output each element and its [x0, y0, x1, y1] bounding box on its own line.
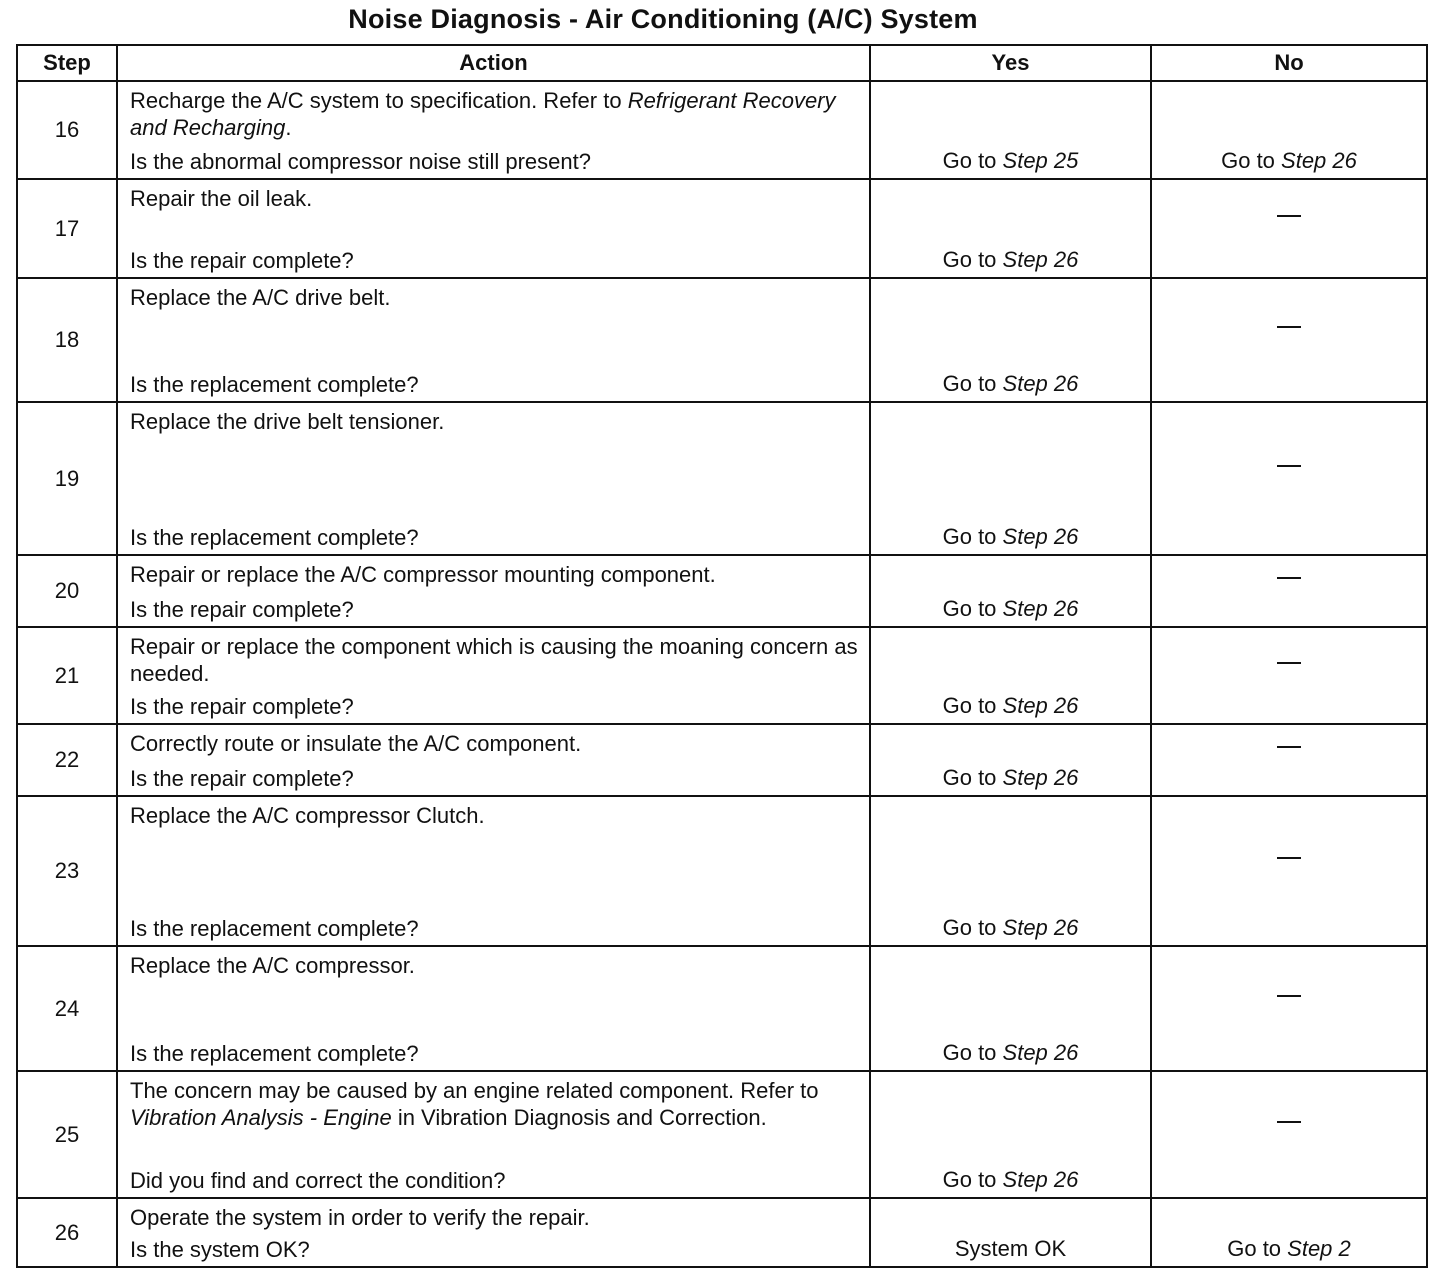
action-cell [117, 946, 870, 1071]
table-row [17, 179, 1427, 278]
table-header-row [17, 45, 1427, 81]
document-title: Noise Diagnosis - Air Conditioning (A/C) System [348, 4, 978, 34]
action-question: Is the repair complete? [130, 597, 354, 622]
table-body [17, 81, 1427, 1267]
header-step: Step [17, 45, 117, 81]
action-cell [117, 402, 870, 555]
no-result [1151, 1071, 1427, 1198]
action-question: Is the system OK? [130, 1237, 310, 1262]
no-result: Go to Step 26 [1151, 81, 1427, 179]
action-question: Did you find and correct the condition? [130, 1168, 506, 1193]
action-instruction: The concern may be caused by an engine related component. Refer to Vibration Analysis - Engine in Vibration Diagnosis and Correction. [130, 1078, 819, 1130]
action-instruction: Repair the oil leak. [130, 186, 313, 211]
action-question: Is the replacement complete? [130, 916, 419, 941]
dash-mark [1277, 995, 1301, 997]
yes-result: Go to Step 26 [870, 555, 1151, 627]
step-number: 26 [17, 1198, 117, 1267]
action-cell [117, 1071, 870, 1198]
dash-mark [1277, 326, 1301, 328]
step-number: 19 [17, 402, 117, 555]
dash-mark [1277, 857, 1301, 859]
no-result [1151, 796, 1427, 946]
action-instruction: Repair or replace the A/C compressor mounting component. [130, 562, 716, 587]
diagnosis-table [16, 44, 1428, 1268]
action-instruction: Recharge the A/C system to specification. Refer to Refrigerant Recovery and Recharging. [130, 88, 836, 140]
table-row [17, 278, 1427, 402]
dash-mark [1277, 577, 1301, 579]
table-row [17, 1071, 1427, 1198]
action-question: Is the replacement complete? [130, 1041, 419, 1066]
action-instruction: Replace the A/C compressor Clutch. [130, 803, 485, 828]
action-cell [117, 627, 870, 724]
action-instruction: Operate the system in order to verify the repair. [130, 1205, 590, 1230]
action-cell [117, 796, 870, 946]
header-action: Action [117, 45, 870, 81]
dash-mark [1277, 215, 1301, 217]
action-cell [117, 724, 870, 796]
step-number: 23 [17, 796, 117, 946]
table-row [17, 796, 1427, 946]
yes-result: Go to Step 26 [870, 627, 1151, 724]
step-number: 20 [17, 555, 117, 627]
table-row [17, 724, 1427, 796]
action-instruction: Replace the A/C drive belt. [130, 285, 391, 310]
step-number: 17 [17, 179, 117, 278]
yes-result: Go to Step 26 [870, 1071, 1151, 1198]
no-result [1151, 555, 1427, 627]
no-result [1151, 627, 1427, 724]
no-result [1151, 179, 1427, 278]
action-cell [117, 179, 870, 278]
dash-mark [1277, 1121, 1301, 1123]
step-number: 18 [17, 278, 117, 402]
action-question: Is the replacement complete? [130, 525, 419, 550]
dash-mark [1277, 465, 1301, 467]
yes-result: Go to Step 26 [870, 179, 1151, 278]
action-question: Is the repair complete? [130, 694, 354, 719]
no-result [1151, 278, 1427, 402]
table-row [17, 946, 1427, 1071]
action-cell [117, 278, 870, 402]
no-result [1151, 946, 1427, 1071]
action-cell [117, 555, 870, 627]
step-number: 24 [17, 946, 117, 1071]
no-result: Go to Step 2 [1151, 1198, 1427, 1267]
yes-result: Go to Step 26 [870, 402, 1151, 555]
table-row [17, 555, 1427, 627]
step-number: 22 [17, 724, 117, 796]
yes-result: Go to Step 26 [870, 278, 1151, 402]
table-row [17, 402, 1427, 555]
dash-mark [1277, 662, 1301, 664]
action-question: Is the repair complete? [130, 248, 354, 273]
yes-result: Go to Step 26 [870, 796, 1151, 946]
action-instruction: Replace the A/C compressor. [130, 953, 415, 978]
yes-result: Go to Step 26 [870, 946, 1151, 1071]
header-yes: Yes [870, 45, 1151, 81]
step-number: 16 [17, 81, 117, 179]
step-number: 21 [17, 627, 117, 724]
table-row [17, 627, 1427, 724]
no-result [1151, 724, 1427, 796]
action-question: Is the repair complete? [130, 766, 354, 791]
yes-result: Go to Step 26 [870, 724, 1151, 796]
table-row [17, 1198, 1427, 1267]
action-instruction: Correctly route or insulate the A/C component. [130, 731, 582, 756]
yes-result: System OK [870, 1198, 1151, 1267]
action-cell [117, 1198, 870, 1267]
action-question: Is the replacement complete? [130, 372, 419, 397]
dash-mark [1277, 746, 1301, 748]
action-question: Is the abnormal compressor noise still present? [130, 149, 591, 174]
action-cell [117, 81, 870, 179]
yes-result: Go to Step 25 [870, 81, 1151, 179]
action-instruction: Replace the drive belt tensioner. [130, 409, 445, 434]
table-row [17, 81, 1427, 179]
header-no: No [1151, 45, 1427, 81]
action-instruction: Repair or replace the component which is causing the moaning concern as needed. [130, 634, 858, 686]
no-result [1151, 402, 1427, 555]
step-number: 25 [17, 1071, 117, 1198]
